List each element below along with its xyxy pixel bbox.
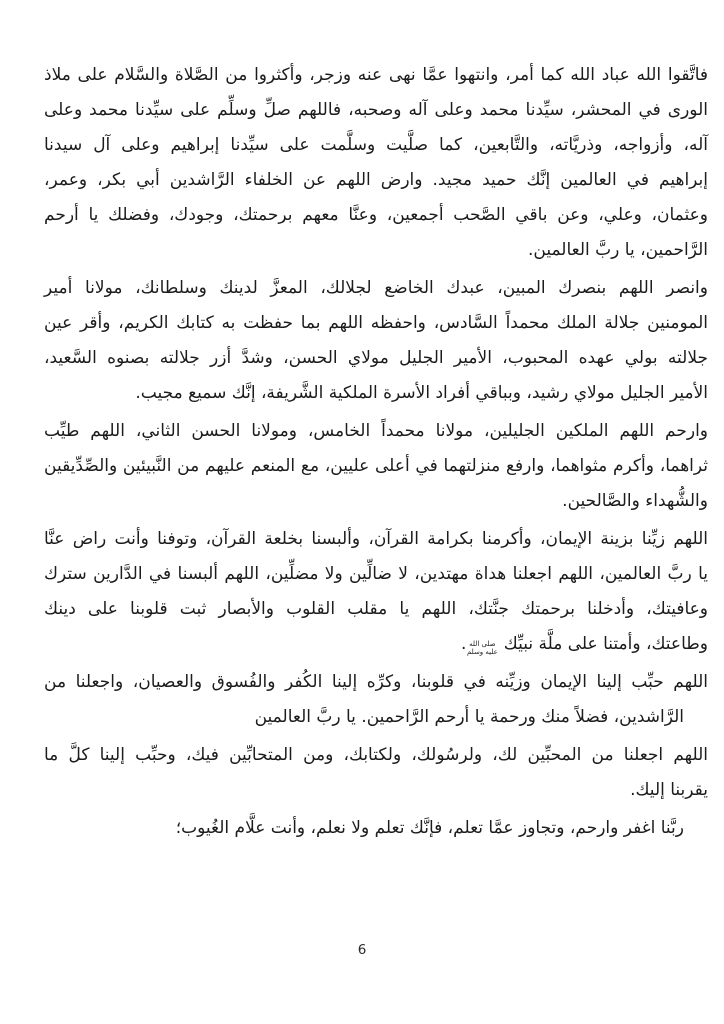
text-line: جلالته بولي عهده المحبوب، الأمير الجليل مولاي الحسن، وشدَّ أزر جلالته بصنوه السَّعيد، xyxy=(44,348,708,368)
text-line: يقربنا إليك. xyxy=(630,780,708,800)
page-number: 6 xyxy=(357,942,367,958)
text-line: وطاعتك، وأمتنا على ملَّة نبيِّك صلى الله عليه وسلم. xyxy=(460,634,708,656)
paragraph xyxy=(44,665,708,735)
text-line: الرَّاحمين، يا ربَّ العالمين. xyxy=(527,240,708,260)
text-line: المومنين جلالة الملك محمداً السَّادس، واحفظه اللهم بما حفظت به كتابك الكريم، وأقر عين xyxy=(44,313,708,333)
text-line: والشُّهداء والصَّالحين. xyxy=(562,491,708,511)
text-line: إبراهيم في العالمين إنَّك حميد مجيد. وارض اللهم عن الخلفاء الرَّاشدين أبي بكر، وعمر، xyxy=(44,170,708,190)
text-line: وارحم اللهم الملكين الجليلين، مولانا محمداً الخامس، ومولانا الحسن الثاني، اللهم طيِّب xyxy=(44,421,708,441)
text-line: الورى في المحشر، سيِّدنا محمد وعلى آله وصحبه، فاللهم صلِّ وسلِّم على سيِّدنا محمد وعلى xyxy=(44,100,708,120)
paragraph xyxy=(44,58,708,268)
text-line: اللهم حبِّب إلينا الإيمان وزيِّنه في قلوبنا، وكرِّه إلينا الكُفر والفُسوق والعصيان، واجعلنا من xyxy=(44,672,708,692)
text-line: آله، وأزواجه، وذريَّاته، والتَّابعين، كما صلَّيت وسلَّمت على سيِّدنا إبراهيم وعلى آل سيدنا xyxy=(44,135,708,155)
text-body xyxy=(44,58,708,849)
text-line: يا ربَّ العالمين، اللهم اجعلنا هداة مهتدين، لا ضالِّين ولا مضلِّين، اللهم ألبسنا في الدَّارين سترك xyxy=(44,564,708,584)
text-line: اللهم زيِّنا بزينة الإيمان، وأكرمنا بكرامة القرآن، وألبسنا بخلعة القرآن، وتوفنا وأنت راض عنَّا xyxy=(44,529,708,549)
text-line: الأمير الجليل مولاي رشيد، وبباقي أفراد الأسرة الملكية الشَّريفة، إنَّك سميع مجيب. xyxy=(135,383,708,403)
text-line: اللهم اجعلنا من المحبِّين لك، ولرسُولك، ولكتابك، ومن المتحابِّين فيك، وحبِّب إلينا كلَّ ما xyxy=(44,745,708,765)
text-line: وعثمان، وعلي، وعن باقي الصَّحب أجمعين، وعنَّا معهم برحمتك، وجودك، وفضلك يا أرحم xyxy=(44,205,708,225)
paragraph xyxy=(44,414,708,519)
text-line: ثراهما، وأكرم مثواهما، وارفع منزلتهما في أعلى عليين، مع المنعم عليهم من النَّبيئين والصِّدِّيقين xyxy=(44,456,708,476)
text-line: وعافيتك، وأدخلنا برحمتك جنَّتك، اللهم يا مقلب القلوب والأبصار ثبت قلوبنا على دينك xyxy=(44,599,708,619)
text-line: فاتَّقوا الله عباد الله كما أمر، وانتهوا عمَّا نهى عنه وزجر، وأكثروا من الصَّلاة والسَّلام على ملاذ xyxy=(44,65,708,85)
paragraph xyxy=(44,738,708,808)
text-line: الرَّاشدين، فضلاً منك ورحمة يا أرحم الرَّاحمين. يا ربَّ العالمين xyxy=(254,707,684,727)
text-line: ربَّنا اغفر وارحم، وتجاوز عمَّا تعلم، فإنَّك تعلم ولا نعلم، وأنت علَّام الغُيوب؛ xyxy=(175,818,684,838)
text-line: وانصر اللهم بنصرك المبين، عبدك الخاضع لجلالك، المعزَّ لدينك وسلطانك، مولانا أمير xyxy=(44,278,708,298)
paragraph xyxy=(44,522,708,662)
pbuh-honorific-icon: صلى الله عليه وسلم xyxy=(466,639,498,656)
paragraph xyxy=(44,271,708,411)
paragraph xyxy=(44,811,708,846)
